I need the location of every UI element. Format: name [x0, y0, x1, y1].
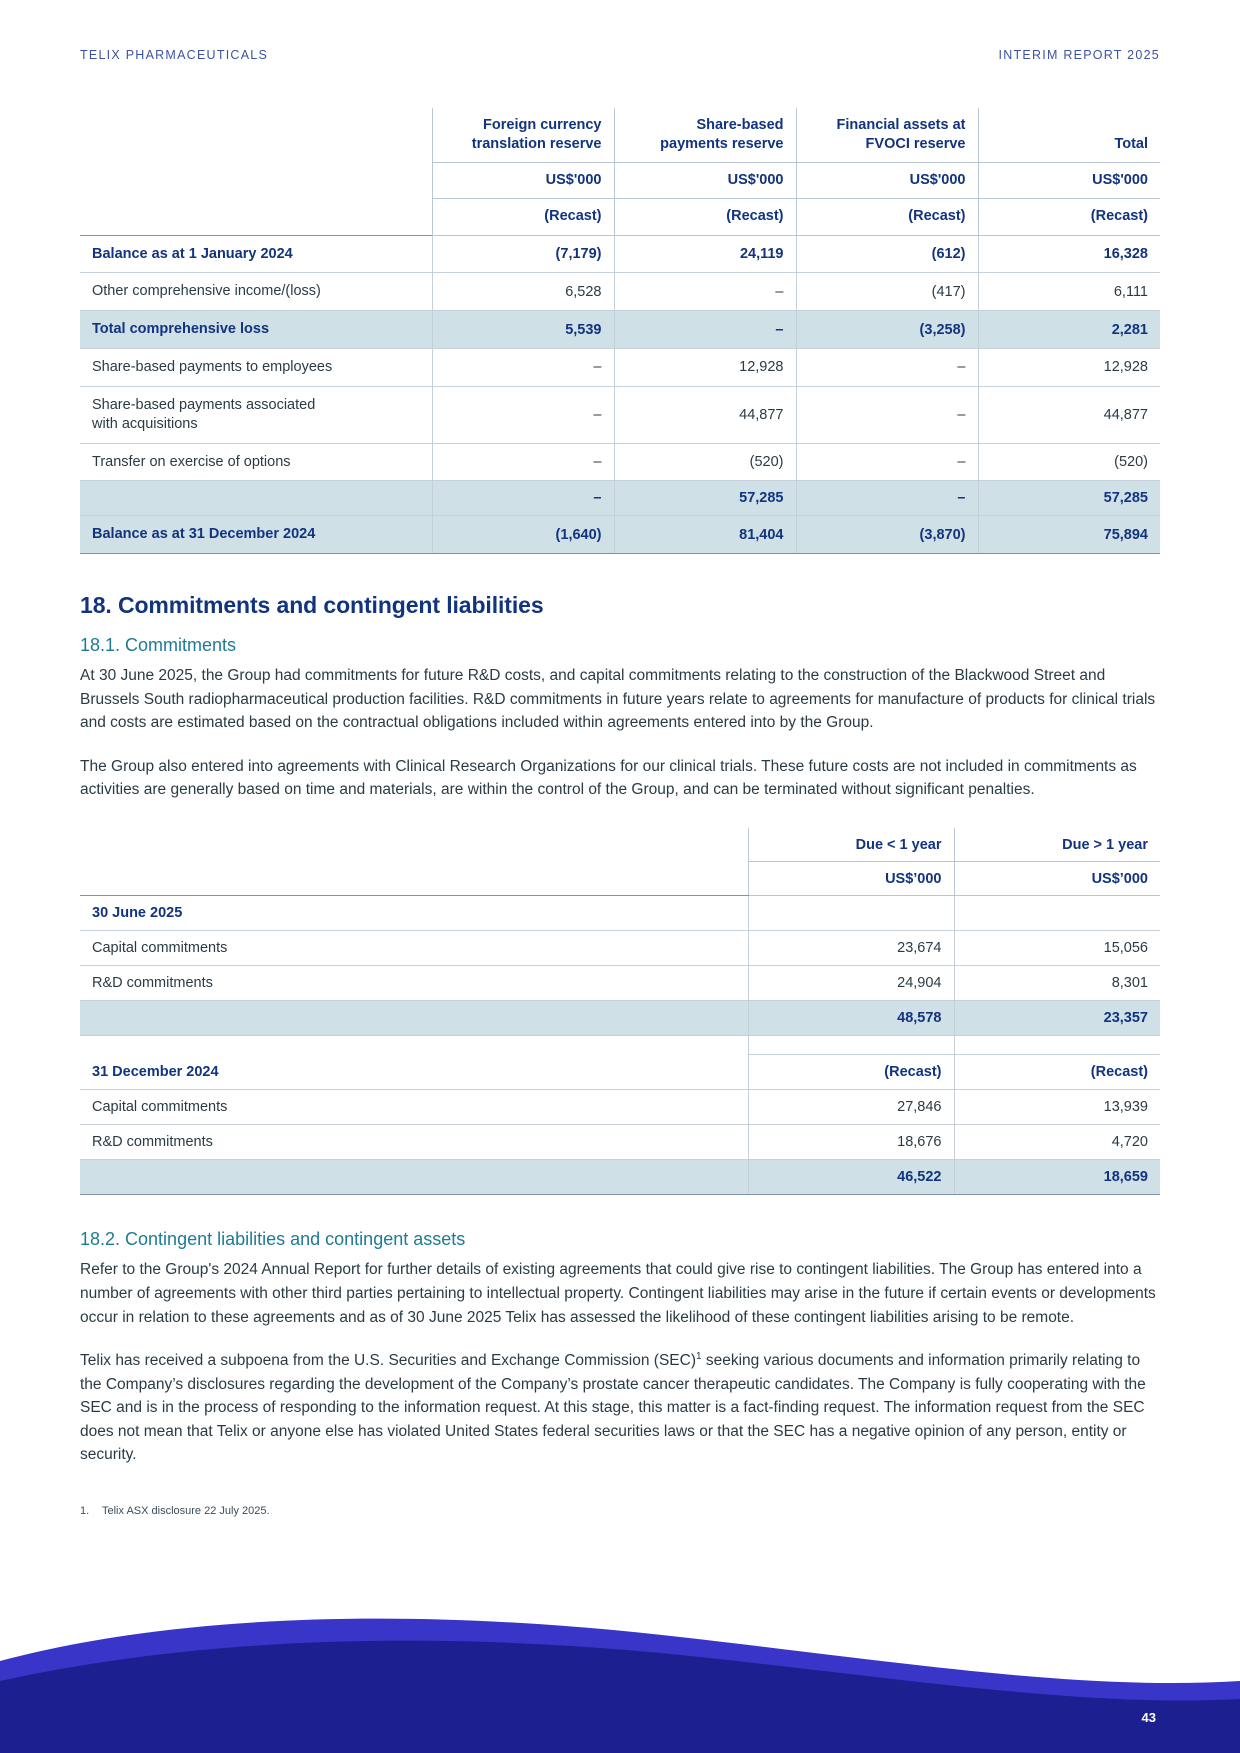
row-value: (3,870) — [796, 516, 978, 554]
subsection-heading-18-1: 18.1. Commitments — [80, 635, 237, 656]
units-total: US$'000 — [978, 163, 1160, 199]
row-value: – — [614, 273, 796, 311]
spacer-cell — [80, 1036, 748, 1055]
footnote-number: 1. — [80, 1505, 90, 1517]
row-value: 44,877 — [978, 386, 1160, 443]
row-value: – — [432, 349, 614, 387]
units-due-lt-1y: US$’000 — [748, 862, 954, 896]
units-label-spacer — [80, 163, 432, 199]
col-header-fvoci-reserve — [796, 108, 978, 163]
row-label-line1: Share-based payments associated — [92, 396, 316, 413]
row-value: – — [796, 349, 978, 387]
table-row — [80, 1090, 1160, 1125]
group-heading-value — [954, 896, 1160, 931]
section-heading-18: 18. Commitments and contingent liabilities — [80, 592, 544, 619]
group-heading-label: 30 June 2025 — [80, 896, 748, 931]
row-label: Balance as at 31 December 2024 — [80, 516, 432, 554]
row-label: Other comprehensive income/(loss) — [80, 273, 432, 311]
reserves-table — [80, 108, 1160, 554]
table-header-row-titles — [80, 108, 1160, 163]
row-value: – — [432, 481, 614, 516]
table-row — [80, 481, 1160, 516]
page-number: 43 — [1141, 1710, 1156, 1725]
table-row — [80, 349, 1160, 387]
paragraph-commitments-1: At 30 June 2025, the Group had commitments for future R&D costs, and capital commitments relating to the construction of the Blackwood Street and Brussels South radiopharmaceutical production facilities. R&D commitments in future years relate to agreements for manufacture of products for clinical trials and costs are estimated based on the contractual obligations included within agreements entered into by the Group. — [80, 667, 1156, 732]
table-row — [80, 311, 1160, 349]
footnote-text: Telix ASX disclosure 22 July 2025. — [102, 1505, 270, 1517]
commitments-table — [80, 828, 1160, 1196]
recast-sbp: (Recast) — [614, 199, 796, 235]
table-group-heading-row — [80, 1055, 1160, 1090]
row-value: – — [796, 443, 978, 481]
reserves-table-head — [80, 108, 1160, 235]
commitments-table-body — [80, 896, 1160, 1195]
header-right-text: INTERIM REPORT 2025 — [998, 48, 1160, 62]
row-value: 8,301 — [954, 966, 1160, 1001]
table-header-row-units — [80, 862, 1160, 896]
group-heading-value: (Recast) — [748, 1055, 954, 1090]
row-value: (520) — [978, 443, 1160, 481]
group-heading-label: 31 December 2024 — [80, 1055, 748, 1090]
total-value: 18,659 — [954, 1160, 1160, 1195]
table-header-row-recast — [80, 199, 1160, 235]
header-corner-cell — [80, 828, 748, 862]
col-header-line2: FVOCI reserve — [865, 136, 966, 153]
running-header — [80, 48, 1160, 62]
page-content — [80, 108, 1160, 1467]
total-value: 23,357 — [954, 1001, 1160, 1036]
row-label — [80, 386, 432, 443]
col-header-line2: payments reserve — [660, 136, 784, 153]
row-value: 57,285 — [614, 481, 796, 516]
paragraph-contingent-1: Refer to the Group's 2024 Annual Report for further details of existing agreements that could give rise to contingent liabilities. The Group has entered into a number of agreements with other third parties pertaining to intellectual property. Contingent liabilities may arise in the future if certain events or developments occur in relation to these agreements and as of 30 June 2025 Telix has assessed the likelihood of these contingent liabilities arising to be remote. — [80, 1261, 1156, 1326]
table-group-heading-row — [80, 896, 1160, 931]
row-label: R&D commitments — [80, 1125, 748, 1160]
units-fvoci: US$'000 — [796, 163, 978, 199]
recast-total: (Recast) — [978, 199, 1160, 235]
row-value: 12,928 — [978, 349, 1160, 387]
table-row — [80, 443, 1160, 481]
row-value: – — [432, 443, 614, 481]
commitments-table-head — [80, 828, 1160, 896]
table-row — [80, 235, 1160, 273]
footnote-marker-1: 1 — [695, 1351, 702, 1363]
table-header-row-titles — [80, 828, 1160, 862]
row-label: Transfer on exercise of options — [80, 443, 432, 481]
row-value: (520) — [614, 443, 796, 481]
table-row — [80, 516, 1160, 554]
col-header-fx-reserve — [432, 108, 614, 163]
row-value: 13,939 — [954, 1090, 1160, 1125]
units-fx: US$'000 — [432, 163, 614, 199]
row-value: – — [796, 386, 978, 443]
footer-wave-graphic — [0, 1603, 1240, 1753]
total-value: 48,578 — [748, 1001, 954, 1036]
row-label: Share-based payments to employees — [80, 349, 432, 387]
footnote — [80, 1505, 980, 1517]
table-row — [80, 386, 1160, 443]
row-value: 12,928 — [614, 349, 796, 387]
recast-fvoci: (Recast) — [796, 199, 978, 235]
table-total-row — [80, 1160, 1160, 1195]
row-value: 23,674 — [748, 931, 954, 966]
total-label — [80, 1160, 748, 1195]
subsection-heading-18-2: 18.2. Contingent liabilities and contingent assets — [80, 1229, 466, 1250]
paragraph-contingent-2 — [80, 1349, 1160, 1467]
row-value: 44,877 — [614, 386, 796, 443]
row-value: 81,404 — [614, 516, 796, 554]
row-label — [80, 481, 432, 516]
group-heading-value: (Recast) — [954, 1055, 1160, 1090]
row-value: 2,281 — [978, 311, 1160, 349]
row-value: – — [614, 311, 796, 349]
header-left-text: TELIX PHARMACEUTICALS — [80, 48, 269, 62]
wave-dark-path — [0, 1641, 1240, 1753]
total-value: 46,522 — [748, 1160, 954, 1195]
sec-subpoena-text-b: seeking various documents and information primarily relating to the Company’s disclosures regarding the development of the Company’s prostate cancer therapeutic candidates. The Company is fully cooperating with the SEC and is in the process of responding to the information request. At this stage, this matter is a fact-finding request. The information request from the SEC does not mean that Telix or anyone else has violated United States federal securities laws or that the SEC has a negative opinion of any person, entity or security. — [80, 1352, 1146, 1464]
header-corner-cell — [80, 108, 432, 163]
row-label: R&D commitments — [80, 966, 748, 1001]
row-value: 75,894 — [978, 516, 1160, 554]
row-label-line2: with acquisitions — [92, 415, 198, 432]
row-label: Total comprehensive loss — [80, 311, 432, 349]
table-spacer-row — [80, 1036, 1160, 1055]
row-value: (612) — [796, 235, 978, 273]
reserves-table-body — [80, 235, 1160, 554]
row-value: 24,119 — [614, 235, 796, 273]
row-value: 6,528 — [432, 273, 614, 311]
units-label-spacer — [80, 862, 748, 896]
row-label: Capital commitments — [80, 1090, 748, 1125]
paragraph-commitments-2: The Group also entered into agreements with Clinical Research Organizations for our clinical trials. These future costs are not included in commitments as activities are generally based on time and materials, are within the control of the Group, and can be terminated without significant penalties. — [80, 757, 1137, 799]
wave-svg — [0, 1603, 1240, 1753]
recast-fx: (Recast) — [432, 199, 614, 235]
row-value: – — [796, 481, 978, 516]
table-row — [80, 1125, 1160, 1160]
group-heading-value — [748, 896, 954, 931]
col-header-line1: Financial assets at — [836, 117, 966, 133]
table-row — [80, 931, 1160, 966]
recast-label-spacer — [80, 199, 432, 235]
units-due-gt-1y: US$’000 — [954, 862, 1160, 896]
col-header-line1: Share-based — [696, 117, 784, 133]
row-value: (3,258) — [796, 311, 978, 349]
row-value: (7,179) — [432, 235, 614, 273]
col-header-line1: Foreign currency — [483, 117, 602, 133]
row-value: 24,904 — [748, 966, 954, 1001]
spacer-cell — [954, 1036, 1160, 1055]
col-header-line1: Total — [1114, 136, 1148, 153]
table-total-row — [80, 1001, 1160, 1036]
col-header-line2: translation reserve — [471, 136, 602, 153]
row-value: 18,676 — [748, 1125, 954, 1160]
sec-subpoena-text-a: Telix has received a subpoena from the U.S. Securities and Exchange Commission (SEC) — [80, 1352, 696, 1370]
row-label: Balance as at 1 January 2024 — [80, 235, 432, 273]
col-header-sbp-reserve — [614, 108, 796, 163]
table-header-row-units — [80, 163, 1160, 199]
table-row — [80, 273, 1160, 311]
row-value: 16,328 — [978, 235, 1160, 273]
row-value: 57,285 — [978, 481, 1160, 516]
row-value: (1,640) — [432, 516, 614, 554]
row-value: 27,846 — [748, 1090, 954, 1125]
row-value: 6,111 — [978, 273, 1160, 311]
row-value: (417) — [796, 273, 978, 311]
row-value: 5,539 — [432, 311, 614, 349]
col-header-total — [978, 108, 1160, 163]
row-value: – — [432, 386, 614, 443]
row-label: Capital commitments — [80, 931, 748, 966]
row-value: 15,056 — [954, 931, 1160, 966]
total-label — [80, 1001, 748, 1036]
col-header-due-gt-1y: Due > 1 year — [954, 828, 1160, 862]
col-header-due-lt-1y: Due < 1 year — [748, 828, 954, 862]
units-sbp: US$'000 — [614, 163, 796, 199]
table-row — [80, 966, 1160, 1001]
row-value: 4,720 — [954, 1125, 1160, 1160]
spacer-cell — [748, 1036, 954, 1055]
